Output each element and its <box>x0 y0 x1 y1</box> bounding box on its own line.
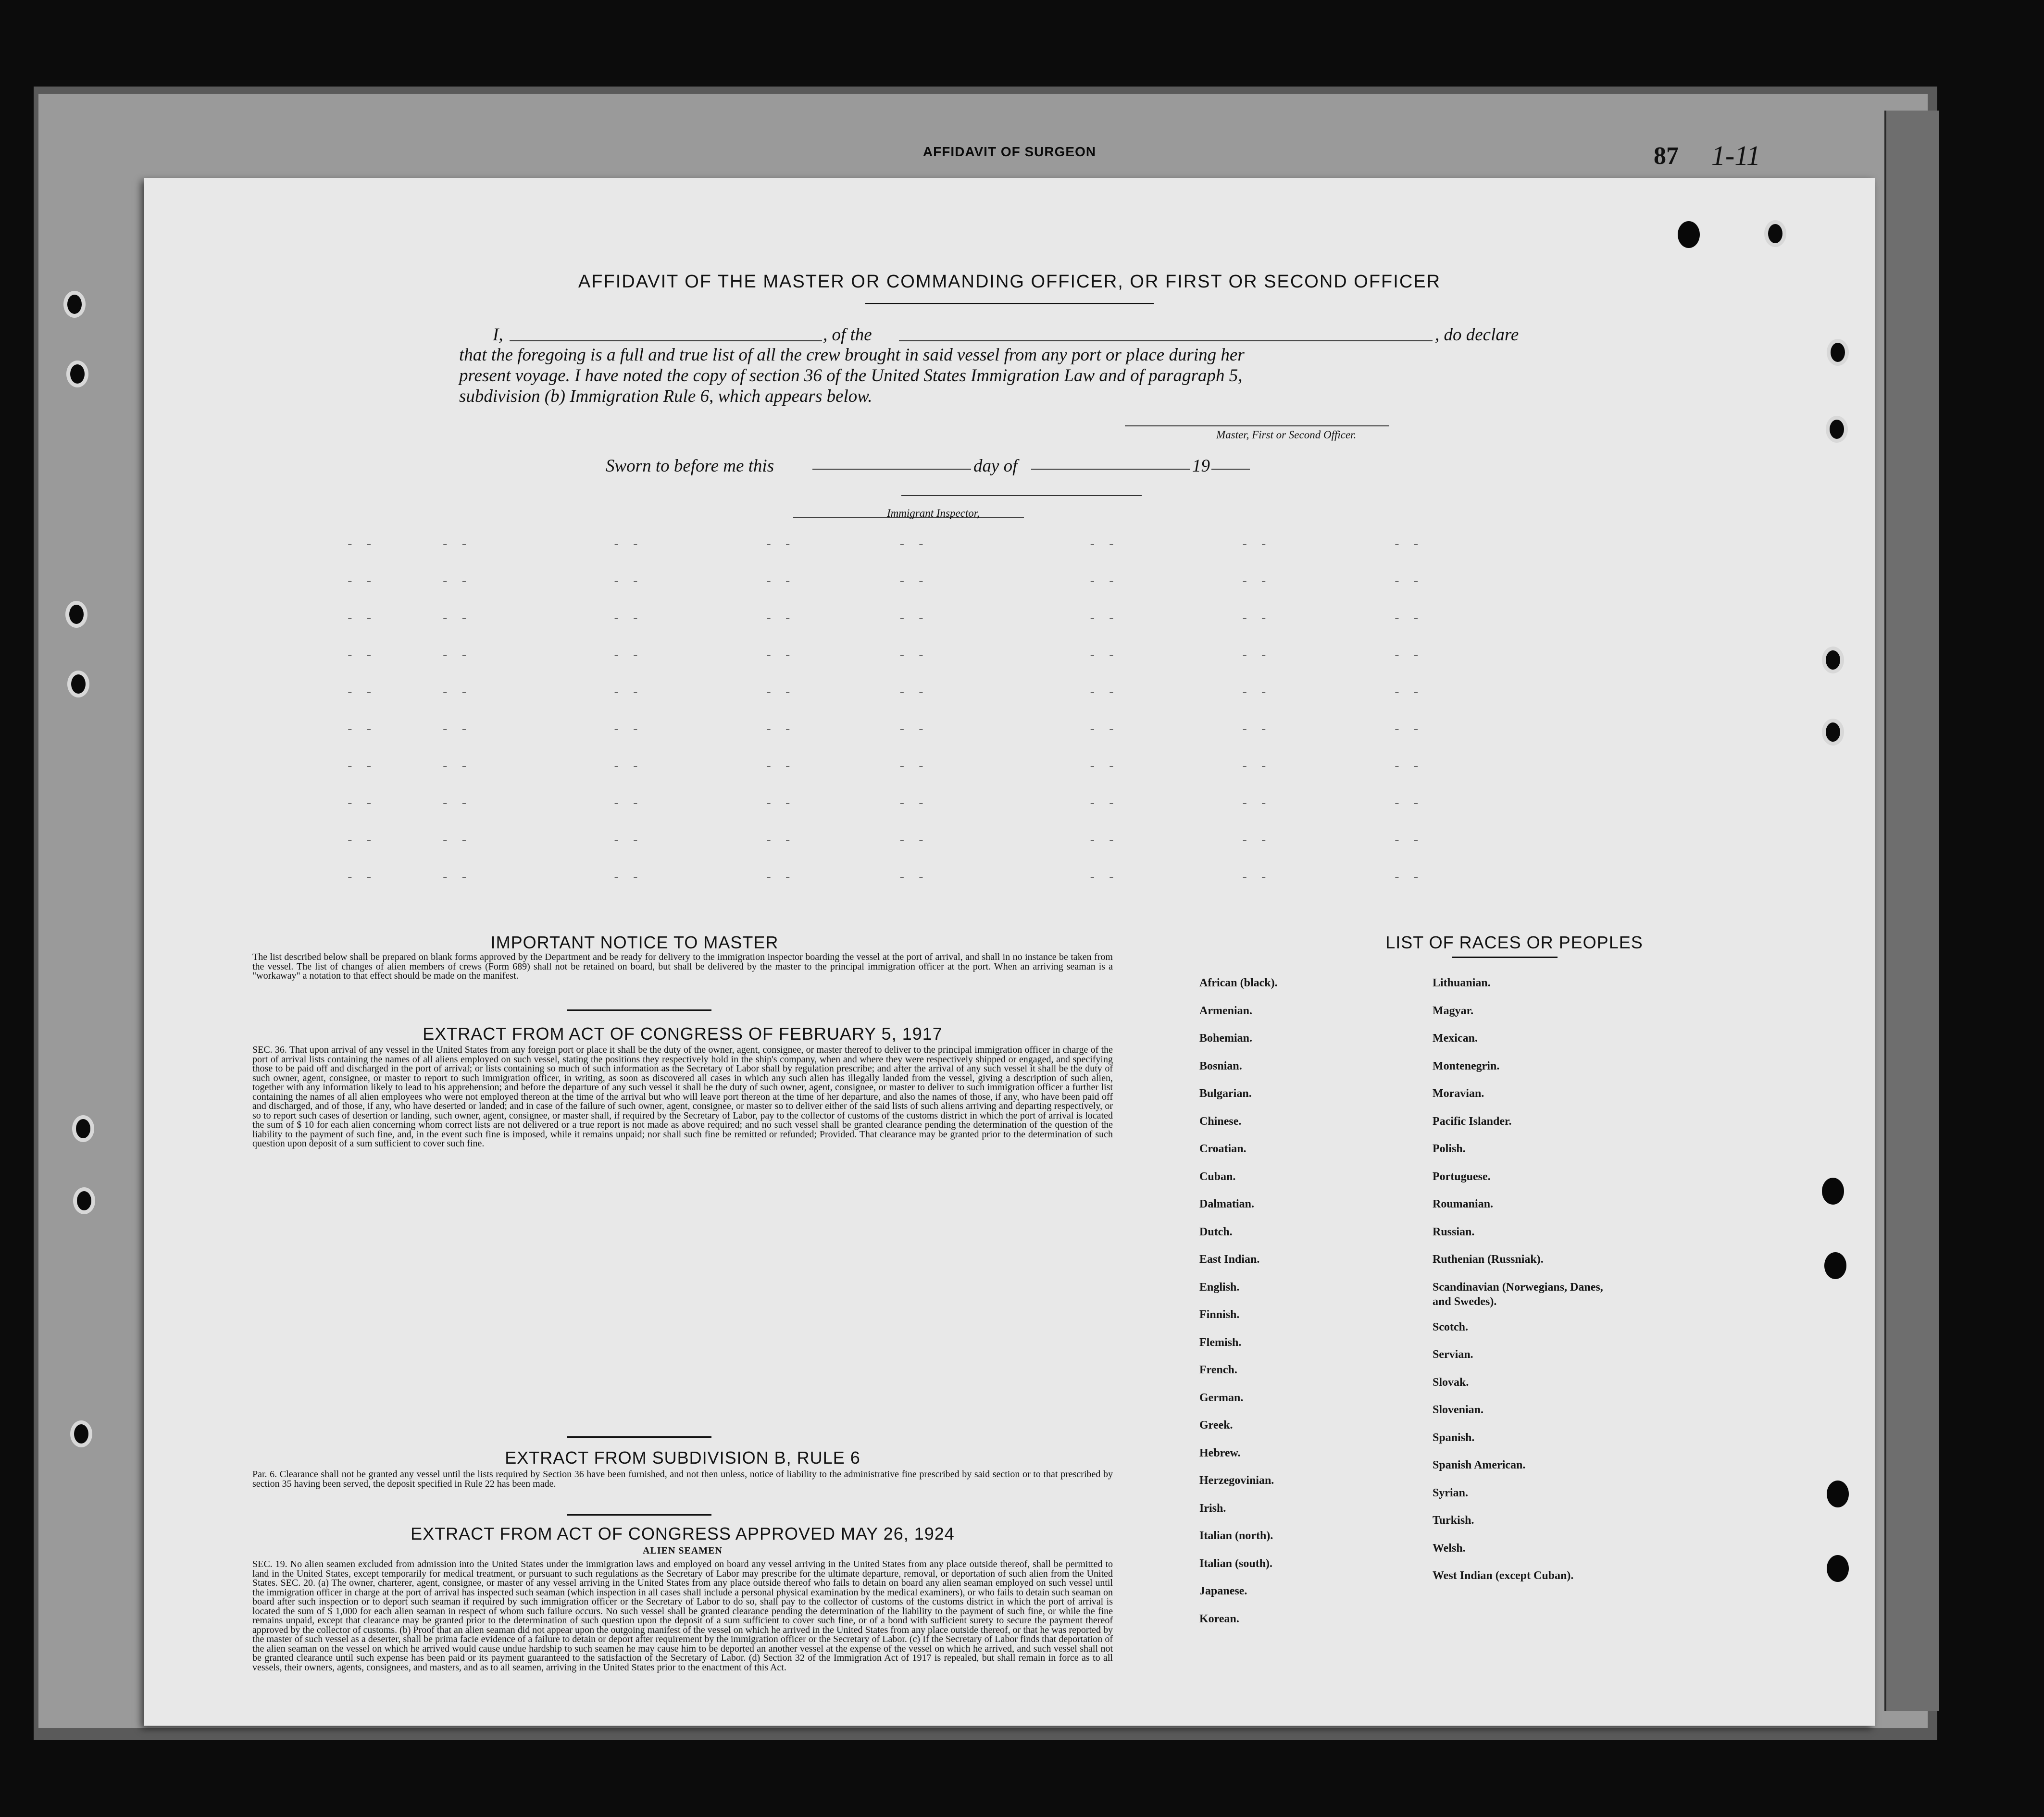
race-entry: Lithuanian. <box>1433 977 1491 989</box>
month-blank <box>1031 469 1190 470</box>
race-entry: Portuguese. <box>1433 1170 1491 1183</box>
affidavit-body-line-1: that the foregoing is a full and true list of all the crew brought in said vessel from any port or place during her <box>459 345 1245 365</box>
race-entry: Spanish. <box>1433 1431 1475 1444</box>
back-sheet-edge <box>1884 111 1939 1711</box>
race-entry: Croatian. <box>1199 1143 1246 1155</box>
notice-text: The list described below shall be prepared on blank forms approved by the Department and be ready for delivery to the immigration inspector boarding the vessel at the port of arrival, and shall in no instance be taken from the vessel. The list of changes of alien members of crews (Form 689) shall not be retained on board, but shall be delivered by the master to the principal immigration officer at the port. When an arriving seaman is a "workaway" a notation to that effect should be made on the manifest. <box>252 952 1113 981</box>
binder-hole-icon <box>63 291 86 318</box>
race-entry: Scandinavian (Norwegians, Danes, and Swedes). <box>1433 1281 1603 1308</box>
name-blank <box>510 340 822 341</box>
day-of-label: day of <box>973 456 1018 476</box>
back-page-header: AFFIDAVIT OF SURGEON <box>922 144 1097 159</box>
race-entry: Pacific Islander. <box>1433 1115 1512 1128</box>
race-entry: Bulgarian. <box>1199 1087 1252 1100</box>
sworn-day-blank <box>812 469 971 470</box>
punch-hole-icon <box>1822 647 1844 673</box>
race-entry: Ruthenian (Russniak). <box>1433 1253 1544 1266</box>
affidavit-title: AFFIDAVIT OF THE MASTER OR COMMANDING OFFICER, OR FIRST OR SECOND OFFICER <box>578 272 1441 292</box>
page-number: 87 <box>1654 142 1679 170</box>
year-blank <box>1211 469 1250 470</box>
race-entry: Montenegrin. <box>1433 1059 1500 1072</box>
vessel-blank <box>899 340 1433 341</box>
race-entry: Syrian. <box>1433 1486 1469 1499</box>
race-entry: West Indian (except Cuban). <box>1433 1569 1574 1582</box>
race-entry: Roumanian. <box>1433 1198 1494 1210</box>
extract-1924-subtitle: ALIEN SEAMEN <box>643 1545 723 1556</box>
inspector-line-upper <box>901 495 1142 496</box>
race-entry: Dutch. <box>1199 1225 1233 1238</box>
race-entry: Greek. <box>1199 1419 1233 1431</box>
affidavit-sheet <box>144 178 1875 1726</box>
race-entry: Polish. <box>1433 1143 1466 1155</box>
race-entry: Mexican. <box>1433 1032 1478 1045</box>
race-entry: Russian. <box>1433 1225 1475 1238</box>
signature-caption: Master, First or Second Officer. <box>1216 429 1357 441</box>
race-entry: Slovenian. <box>1433 1404 1484 1417</box>
race-entry: Bosnian. <box>1199 1059 1242 1072</box>
extract-rule6-text: Par. 6. Clearance shall not be granted any vessel until the lists required by Section 36 have been furnished, and not then unless, notice of liability to the administrative fine prescribed by said section or to that prescribed by section 35 having been served, the deposit specified in Rule 22 has been made. <box>252 1469 1113 1489</box>
race-entry: Korean. <box>1199 1612 1239 1625</box>
race-entry: Herzegovinian. <box>1199 1474 1274 1487</box>
punch-hole-icon <box>1822 719 1844 746</box>
race-entry: Turkish. <box>1433 1514 1474 1527</box>
race-entry: Flemish. <box>1199 1336 1242 1349</box>
race-entry: Bohemian. <box>1199 1032 1253 1045</box>
punch-hole-icon <box>1822 1178 1844 1205</box>
punch-hole-icon <box>1678 221 1700 248</box>
binder-hole-icon <box>70 1420 92 1447</box>
races-title: LIST OF RACES OR PEOPLES <box>1385 933 1643 952</box>
race-entry: Spanish American. <box>1433 1459 1526 1472</box>
punch-hole-icon <box>1824 1252 1846 1279</box>
of-the-label: , of the <box>823 325 872 345</box>
title-underline <box>865 303 1154 304</box>
race-entry: Scotch. <box>1433 1320 1468 1333</box>
race-entry: Dalmatian. <box>1199 1198 1254 1210</box>
signature-line <box>1125 425 1389 426</box>
year-prefix: 19 <box>1192 456 1210 476</box>
race-entry: Slovak. <box>1433 1376 1469 1389</box>
extract-1924-title: EXTRACT FROM ACT OF CONGRESS APPROVED MAY 26, 1924 <box>411 1524 955 1543</box>
race-entry: Finnish. <box>1199 1308 1240 1321</box>
punch-hole-icon <box>1827 339 1849 366</box>
extract-rule6-divider <box>567 1514 711 1516</box>
notice-title: IMPORTANT NOTICE TO MASTER <box>490 933 779 952</box>
affidavit-body-line-3: subdivision (b) Immigration Rule 6, which appears below. <box>459 386 872 406</box>
binder-hole-icon <box>72 1115 94 1142</box>
affidavit-body-line-2: present voyage. I have noted the copy of section 36 of the United States Immigration Law and of paragraph 5, <box>459 366 1243 386</box>
race-entry: East Indian. <box>1199 1253 1260 1266</box>
binder-hole-icon <box>65 601 87 628</box>
race-entry: Moravian. <box>1433 1087 1484 1100</box>
punch-hole-icon <box>1827 1481 1849 1507</box>
race-entry: Magyar. <box>1433 1004 1474 1017</box>
race-entry: Welsh. <box>1433 1542 1466 1555</box>
extract-1917-divider <box>567 1436 711 1438</box>
extract-1917-text: SEC. 36. That upon arrival of any vessel in the United States from any foreign port or place it shall be the duty of the owner, agent, consignee, or master thereof to deliver to the principal immigration officer in charge of the port of arrival lists containing the names of all aliens employed on such vessel, stating the positions they respectively hold in the ship's company, when and where they were respectively shipped or engaged, and specifying those to be paid off and discharged in the port of arrival; or lists containing so much of such information as the Secretary of Labor shall by regulation prescribe; and after the arrival of any such vessel it shall be the duty of such owner, agent, consignee, or master to report to such immigration officer, in writing, as soon as discovered all cases in which any such alien has illegally landed from the vessel, giving a description of such alien, together with any information likely to lead to his apprehension; and before the departure of any such vessel it shall be the duty of such owner, agent, consignee, or master to deliver to such immigration officer a further list containing the names of all alien employees who were not employed thereon at the time of the arrival but who will leave port thereon at the time of her departure, and also the names of those, if any, who have been paid off and discharged, and of those, if any, who have deserted or landed; and in case of the failure of such owner, agent, consignee, or master so to deliver either of the said lists of such aliens arriving and departing respectively, or so to report such cases of desertion or landing, such owner, agent, consignee, or master shall, if required by the Secretary of Labor, pay to the collector of customs of the customs district in which the port of arrival is located the sum of $ 10 for each alien concerning whom correct lists are not delivered or a true report is not made as above required; and no such vessel shall be granted clearance pending the determination of the question of the liability to the payment of such fine, and, in the event such fine is imposed, while it remains unpaid; nor shall such fine be remitted or refunded; Provided. That clearance may be granted prior to the determination of such question upon deposit of a sum sufficient to cover such fine. <box>252 1045 1113 1149</box>
handwritten-note: 1-11 <box>1711 140 1761 171</box>
race-entry: Chinese. <box>1199 1115 1242 1128</box>
race-entry: Italian (north). <box>1199 1530 1273 1542</box>
punch-hole-icon <box>1827 1555 1849 1582</box>
punch-hole-icon <box>1764 220 1786 247</box>
race-entry: English. <box>1199 1281 1240 1294</box>
race-entry: Hebrew. <box>1199 1446 1241 1459</box>
affidavit-i-label: I, <box>493 325 503 345</box>
races-title-underline <box>1452 957 1558 958</box>
bleed-through-marks: -- -- -- -- -- -- -- -- -- -- -- -- -- -- -- -- -- -- -- -- -- -- -- -- -- -- -- -- -- -- -- -- -- -- -- -- -- -- -- -- -- -- -- -- -- -- -- -- -- -- -- -- -- -- -- -- -- -- -- -- -- -- -- -- -- -- -- -- -- -- -- -- -- -- -- -- -- -- -- -- <box>346 537 1432 885</box>
extract-1924-text: SEC. 19. No alien seamen excluded from admission into the United States under the immigration laws and employed on board any vessel arriving in the United States from any place outside thereof, shall be permitted to land in the United States, except temporarily for medical treatment, or pursuant to such regulations as the Secretary of Labor may prescribe for the ultimate departure, removal, or deportation of such alien from the United States. SEC. 20. (a) The owner, charterer, agent, consignee, or master of any vessel arriving in the United States from any place outside thereof who fails to detain on board any alien seaman employed on such vessel until the immigration officer in charge at the port of arrival has inspected such seaman (which inspection in all cases shall include a personal physical examination by the medical examiners), or who fails to detain such seaman on board after such inspection or to deport such seaman if required by such immigration officer or the Secretary of Labor to do so, shall pay to the collector of customs of the customs district in which the port of arrival is located the sum of $ 1,000 for each alien seaman in respect of whom such failure occurs. No such vessel shall be granted clearance pending the determination of the liability to the payment of such fine, or while the fine remains unpaid, except that clearance may be granted prior to the determination of such question upon the deposit of a sum sufficient to cover such fine, or of a bond with sufficient surety to secure the payment thereof approved by the collector of customs. (b) Proof that an alien seaman did not appear upon the outgoing manifest of the vessel on which he arrived in the United States from any place outside thereof, or that he was reported by the master of such vessel as a deserter, shall be prima facie evidence of a failure to detain or deport after requirement by the immigration officer or the Secretary of Labor. (c) If the Secretary of Labor finds that deportation of the alien seaman on the vessel on which he arrived would cause undue hardship to such seamen he may cause him to be deported an another vessel at the expense of the vessel on which he arrived, and such vessel shall not be granted clearance until such expense has been paid or its payment guaranteed to the satisfaction of the Secretary of Labor. (d) Section 32 of the Immigration Act of 1917 is repealed, but shall remain in force as to all vessels, their owners, agents, consignees, and masters, and as to all seamen, arriving in the United States prior to the enactment of this Act. <box>252 1559 1113 1673</box>
notice-divider <box>567 1009 711 1011</box>
race-entry: Cuban. <box>1199 1170 1236 1183</box>
binder-hole-icon <box>67 671 89 697</box>
extract-1917-title: EXTRACT FROM ACT OF CONGRESS OF FEBRUARY 5, 1917 <box>423 1024 943 1044</box>
race-entry: Servian. <box>1433 1348 1473 1361</box>
race-entry: Irish. <box>1199 1502 1226 1515</box>
do-declare-label: , do declare <box>1435 325 1519 345</box>
race-entry: Italian (south). <box>1199 1557 1273 1570</box>
sworn-label: Sworn to before me this <box>606 456 774 476</box>
race-entry: French. <box>1199 1364 1237 1376</box>
binder-hole-icon <box>73 1187 95 1214</box>
race-entry: Armenian. <box>1199 1004 1252 1017</box>
inspector-caption: Immigrant Inspector, <box>887 507 980 519</box>
race-entry: German. <box>1199 1391 1244 1404</box>
race-entry: Japanese. <box>1199 1585 1247 1597</box>
punch-hole-icon <box>1826 416 1848 443</box>
race-entry: African (black). <box>1199 977 1278 989</box>
binder-hole-icon <box>66 361 88 387</box>
extract-rule6-title: EXTRACT FROM SUBDIVISION B, RULE 6 <box>505 1448 860 1468</box>
